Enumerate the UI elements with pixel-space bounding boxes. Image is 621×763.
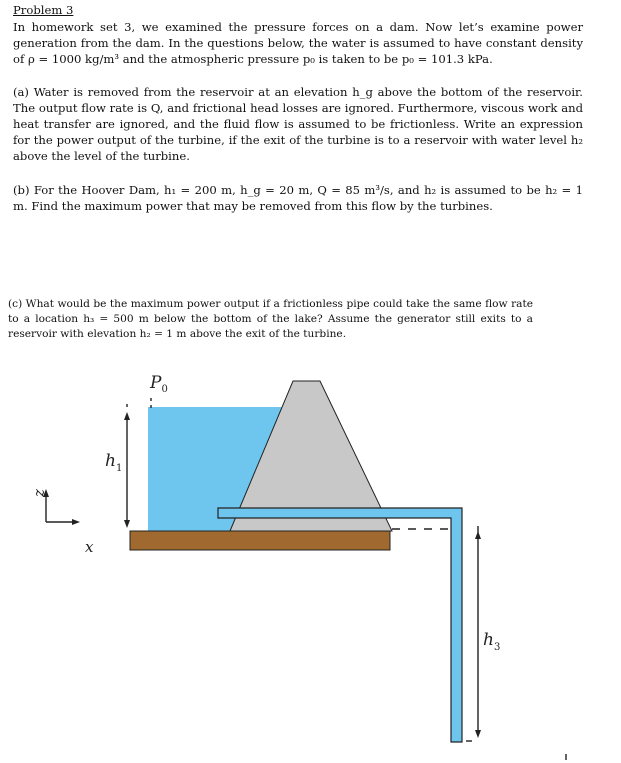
problem-intro: In homework set 3, we examined the pressure forces on a dam. Now let’s examine power generation from the dam. In the questions below, the water is assumed to have constant density of ρ = 1000 kg/m³ and the atmospheric pressure p₀ is taken to be p₀ = 101.3 kPa. — [13, 20, 583, 66]
ground-base — [130, 531, 390, 550]
part-b-text: (b) For the Hoover Dam, h₁ = 200 m, h_g = 20 m, Q = 85 m³/s, and h₂ is assumed to be h₂ = 1 m. Find the maximum power that may be removed from this flow by the turbines. — [13, 183, 583, 213]
h3-arrow-head-down — [475, 730, 481, 738]
z-axis-label: z — [30, 489, 48, 497]
problem-title: Problem 3 — [13, 3, 74, 17]
h3-arrow-head-up — [475, 531, 481, 539]
h3-label: $h_3$ — [483, 630, 501, 653]
x-axis-arrowhead — [72, 519, 80, 525]
h1-arrow-head-down — [124, 520, 130, 528]
part-c-text: (c) What would be the maximum power output if a frictionless pipe could take the same flow rate to a location h₃ = 500 m below the bottom of the lake? Assume the generator still exits to a reservoir with elevation h₂ = 1 m above the exit of the turbine. — [8, 298, 533, 340]
h1-label: $h_1$ — [105, 451, 123, 474]
part-a-text: (a) Water is removed from the reservoir at an elevation h_g above the bottom of the reservoir. The output flow rate is Q, and frictional head losses are ignored. Furthermore, viscous work and heat transfer are ignored, and the fluid flow is assumed to be frictionless. Write an expression for the power output of the turbine, if the exit of the turbine is to a reservoir with water level h₂ above the level of the turbine. — [13, 85, 583, 163]
h1-arrow-head-up — [124, 412, 130, 420]
x-axis-label: x — [85, 538, 94, 556]
p0-label: $P_0$ — [150, 373, 168, 395]
